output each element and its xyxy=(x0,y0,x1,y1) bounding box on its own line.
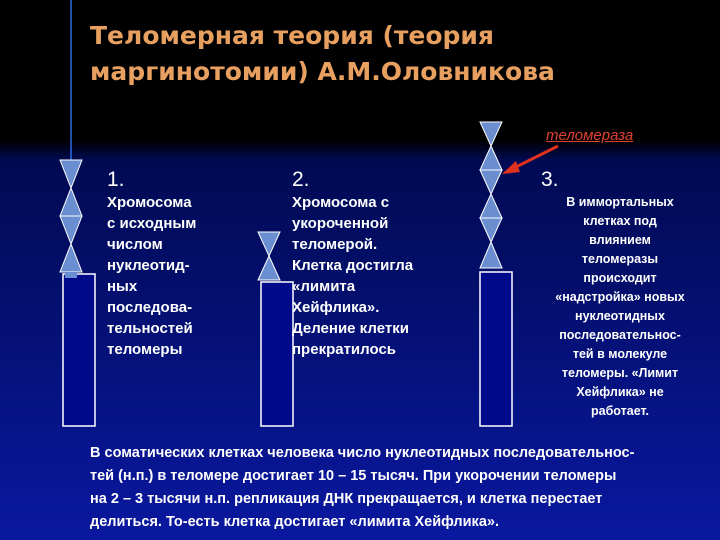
column-1-line: теломеры xyxy=(107,341,183,358)
column-3-line: Хейфлика» не xyxy=(576,385,664,399)
telomerase-label: теломераза xyxy=(546,127,634,144)
column-3-number: 3. xyxy=(541,168,559,191)
summary-line: делиться. То-есть клетка достигает «лимита Хейфлика». xyxy=(90,514,499,530)
chromosome-3 xyxy=(480,272,512,426)
column-2-line: «лимита xyxy=(292,278,356,295)
column-3-line: В иммортальных xyxy=(566,195,674,209)
column-3-line: теломеры. «Лимит xyxy=(561,366,679,380)
column-1-number: 1. xyxy=(107,168,125,191)
column-3-line: тей в молекуле xyxy=(572,347,668,361)
column-1-line: с исходным xyxy=(107,215,197,232)
telomere-1 xyxy=(60,160,82,272)
column-2-line: теломерой. xyxy=(292,236,378,253)
column-2-line: Хейфлика». xyxy=(292,299,380,316)
column-1-line: ных xyxy=(107,278,138,295)
summary-line: тей (н.п.) в теломере достигает 10 – 15 тысяч. При укорочении теломеры xyxy=(90,468,617,484)
telomere-2 xyxy=(258,232,280,280)
column-3-line: последовательнос- xyxy=(559,328,681,342)
telomere-1-base xyxy=(65,272,77,278)
column-2-number: 2. xyxy=(292,168,310,191)
column-1-line: Хромосома xyxy=(107,194,192,211)
column-2-line: укороченной xyxy=(292,215,389,232)
slide-title: Теломерная теория (теория маргинотомии) А.М.Оловникова xyxy=(90,21,555,86)
column-2-line: Клетка достигла xyxy=(292,257,414,274)
summary-line: В соматических клетках человека число нуклеотидных последовательнос- xyxy=(90,445,635,461)
summary-line: на 2 – 3 тысячи н.п. репликация ДНК прекращается, и клетка перестает xyxy=(90,491,603,507)
column-3-line: влиянием xyxy=(589,233,651,247)
column-1-line: тельностей xyxy=(107,320,193,337)
column-3-description xyxy=(520,193,720,421)
column-1-line: последова- xyxy=(107,299,193,316)
column-3-line: работает. xyxy=(591,404,649,418)
column-2-line: Деление клетки xyxy=(292,320,409,337)
column-3-line: «надстройка» новых xyxy=(555,290,685,304)
column-1-line: нуклеотид- xyxy=(107,257,190,274)
column-3-line: происходит xyxy=(583,271,657,285)
column-2-line: прекратилось xyxy=(292,341,397,358)
column-2-line: Хромосома с xyxy=(292,194,390,211)
column-1-description xyxy=(107,192,196,360)
telomere-3 xyxy=(480,122,502,268)
chromosome-1 xyxy=(63,274,95,426)
chromosome-2 xyxy=(261,282,293,426)
column-3-line: нуклеотидных xyxy=(575,309,665,323)
column-1-line: числом xyxy=(107,236,163,253)
column-2-description xyxy=(292,192,413,360)
column-3-line: теломеразы xyxy=(581,252,659,266)
column-3-line: клетках под xyxy=(583,214,657,228)
summary-paragraph xyxy=(90,442,715,534)
